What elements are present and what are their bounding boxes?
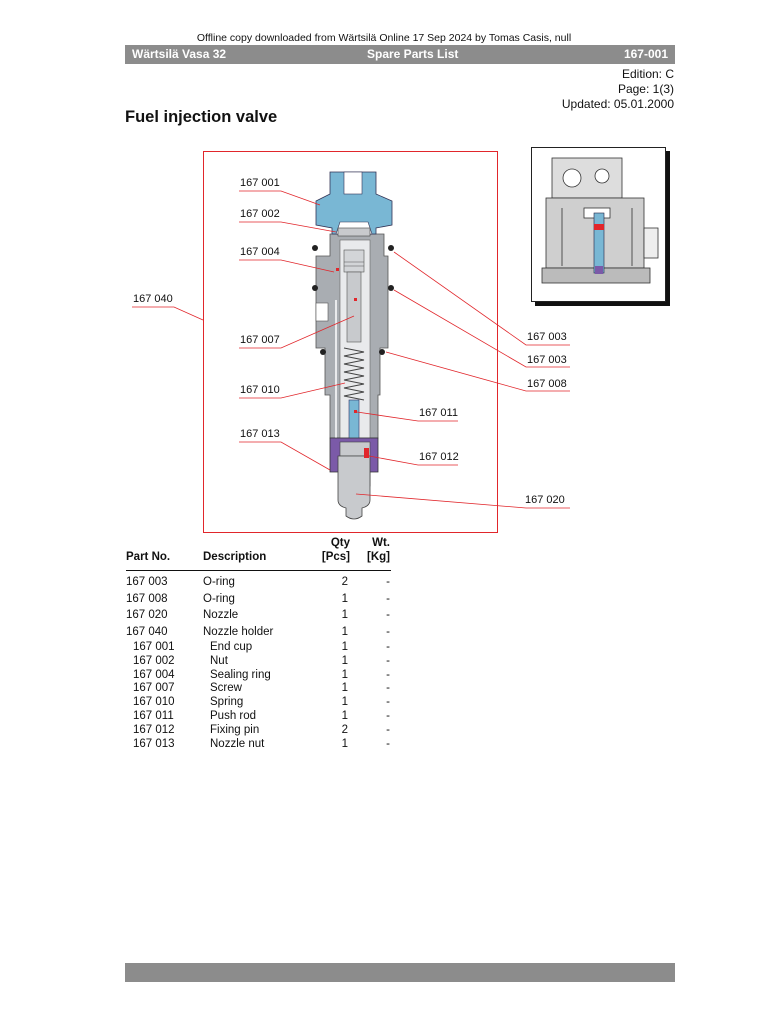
part-number: 167 011 <box>133 710 174 722</box>
part-quantity: 1 <box>341 609 348 621</box>
part-quantity: 1 <box>341 738 348 750</box>
part-quantity: 1 <box>341 696 348 708</box>
part-weight: - <box>386 738 390 750</box>
table-row <box>126 696 391 710</box>
part-quantity: 1 <box>341 641 348 653</box>
part-weight: - <box>386 710 390 722</box>
part-quantity: 1 <box>341 710 348 722</box>
header-doc-number: 167-001 <box>623 47 668 61</box>
table-row <box>126 710 391 724</box>
part-description: Spring <box>210 696 244 708</box>
part-description: Push rod <box>210 710 257 722</box>
part-number: 167 007 <box>133 682 175 694</box>
part-quantity: 2 <box>341 724 348 736</box>
part-number: 167 010 <box>133 696 175 708</box>
part-weight: - <box>386 724 390 736</box>
part-weight: - <box>386 609 390 621</box>
th-description: Description <box>203 551 267 563</box>
part-number: 167 001 <box>133 641 175 653</box>
table-row <box>126 593 391 607</box>
callout-167-007: 167 007 <box>240 334 280 346</box>
table-row <box>126 641 391 655</box>
th-qty-unit: [Pcs] <box>321 551 350 563</box>
part-weight: - <box>386 626 390 638</box>
part-weight: - <box>386 576 390 588</box>
part-description: Nut <box>210 655 228 667</box>
nozzle-holder-body <box>312 234 394 440</box>
part-description: Screw <box>210 682 242 694</box>
part-number: 167 013 <box>133 738 175 750</box>
part-quantity: 1 <box>341 655 348 667</box>
part-weight: - <box>386 641 390 653</box>
end-cup <box>316 172 392 236</box>
offline-note: Offline copy downloaded from Wärtsilä Online 17 Sep 2024 by Tomas Casis, null <box>196 32 572 44</box>
part-number: 167 012 <box>133 724 175 736</box>
part-weight: - <box>386 593 390 605</box>
callout-167-003-a: 167 003 <box>527 331 567 343</box>
part-description: Nozzle holder <box>203 626 274 638</box>
callout-167-013: 167 013 <box>240 428 280 440</box>
part-quantity: 1 <box>341 593 348 605</box>
part-description: O-ring <box>203 576 235 588</box>
part-description: Nozzle nut <box>210 738 265 750</box>
part-description: End cup <box>210 641 253 653</box>
part-description: Sealing ring <box>210 669 271 681</box>
edition: Edition: C <box>621 67 674 81</box>
callout-167-004: 167 004 <box>240 246 280 258</box>
part-description: Nozzle <box>203 609 239 621</box>
part-weight: - <box>386 669 390 681</box>
engine-location-thumbnail <box>531 147 666 302</box>
part-number: 167 040 <box>126 626 168 638</box>
th-weight-unit: [Kg] <box>367 551 390 563</box>
callout-167-001: 167 001 <box>240 177 280 189</box>
table-row <box>126 724 391 738</box>
page-title: Fuel injection valve <box>125 108 278 126</box>
part-description: Fixing pin <box>210 724 260 736</box>
callout-167-012: 167 012 <box>419 451 459 463</box>
footer-bar <box>125 963 675 982</box>
callout-167-040: 167 040 <box>133 293 173 305</box>
th-qty: Qty <box>330 537 350 549</box>
th-weight: Wt. <box>372 537 390 549</box>
part-number: 167 020 <box>126 609 168 621</box>
engine-thumbnail-sketch <box>532 148 665 301</box>
callout-167-011: 167 011 <box>419 407 458 419</box>
callout-167-008: 167 008 <box>527 378 567 390</box>
header-doc-type: Spare Parts List <box>367 47 459 61</box>
table-row <box>126 682 391 696</box>
part-quantity: 1 <box>341 669 348 681</box>
callout-167-010: 167 010 <box>240 384 280 396</box>
part-number: 167 004 <box>133 669 175 681</box>
part-weight: - <box>386 696 390 708</box>
table-header-rule <box>126 570 391 571</box>
part-number: 167 008 <box>126 593 168 605</box>
part-number: 167 003 <box>126 576 168 588</box>
part-quantity: 1 <box>341 626 348 638</box>
table-row <box>126 626 391 640</box>
callout-167-002: 167 002 <box>240 208 280 220</box>
table-row <box>126 738 391 752</box>
part-number: 167 002 <box>133 655 175 667</box>
page-number: Page: 1(3) <box>617 82 674 96</box>
header-engine: Wärtsilä Vasa 32 <box>132 47 227 61</box>
nozzle <box>338 448 370 519</box>
table-row <box>126 576 391 590</box>
part-quantity: 1 <box>341 682 348 694</box>
callout-167-003-b: 167 003 <box>527 354 567 366</box>
table-row <box>126 669 391 683</box>
callout-167-020: 167 020 <box>525 494 565 506</box>
part-weight: - <box>386 682 390 694</box>
table-row <box>126 609 391 623</box>
table-row <box>126 655 391 669</box>
part-quantity: 2 <box>341 576 348 588</box>
part-description: O-ring <box>203 593 235 605</box>
th-part-no: Part No. <box>126 551 171 563</box>
part-weight: - <box>386 655 390 667</box>
updated-date: Updated: 05.01.2000 <box>561 97 674 111</box>
